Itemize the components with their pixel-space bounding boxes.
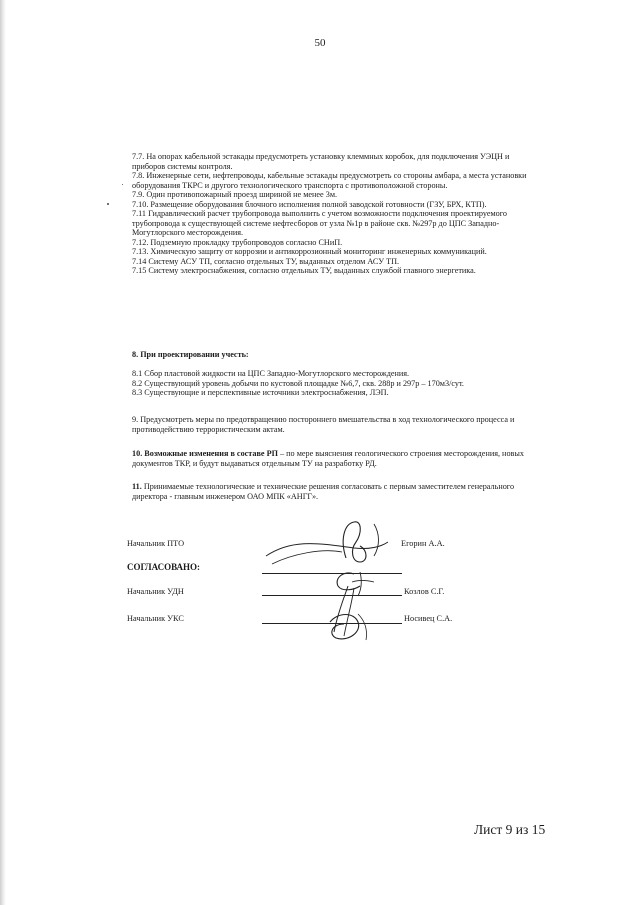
section-9-text: 9. Предусмотреть меры по предотвращению постороннего вмешательства в ход технологического процесса и противодействию террористическим актам. xyxy=(132,415,515,434)
clause-7-11: 7.11 Гидравлический расчет трубопровода выполнить с учетом возможности подключения проектируемого трубопровода к существующей системе нефтесборов от узла №1р в районе скв. №297р до ЦПС Западно-Могутлорского месторождения. xyxy=(132,209,507,237)
udn-name: Козлов С.Г. xyxy=(404,587,445,596)
uks-title: Начальник УКС xyxy=(127,614,184,623)
sheet-label: Лист 9 из 15 xyxy=(474,822,546,837)
page-number: 50 xyxy=(314,37,326,49)
clause-7-8: 7.8. Инженерные сети, нефтепроводы, кабельные эстакады предусмотреть со стороны амбара, а места установки оборудования ТКРС и другого технологического транспорта с противоположной стороны. xyxy=(132,171,527,190)
section-8-heading: 8. При проектировании учесть: xyxy=(132,350,249,359)
clause-8-3: 8.3 Существующие и перспективные источники электроснабжения, ЛЭП. xyxy=(132,388,389,397)
section-10 xyxy=(132,449,532,468)
scan-speck xyxy=(122,184,123,185)
section-10-text: – по мере выяснения геологического строения месторождения, новых документов ТКР, и будут выдаваться отдельным ТУ на разработку РД. xyxy=(132,449,524,468)
uks-signature xyxy=(318,584,378,646)
clause-8-2: 8.2 Существующий уровень добычи по кустовой площадке №6,7, скв. 288р и 297р – 170м3/сут. xyxy=(132,378,464,388)
scan-speck xyxy=(107,203,109,205)
pto-signature xyxy=(262,518,392,568)
clause-7-9: 7.9. Один противопожарный проезд шириной не менее 3м. xyxy=(132,190,338,199)
pto-name: Егорин А.А. xyxy=(401,539,445,548)
section-11-text: Принимаемые технологические и технические решения согласовать с первым заместителем генерального директора - главным инженером ОАО МПК «АНГГ». xyxy=(132,482,515,501)
clause-7-7: 7.7. На опорах кабельной эстакады предусмотреть установку клеммных коробок, для подключения УЭЦН и приборов системы контроля. xyxy=(132,152,510,171)
uks-name: Носивец С.А. xyxy=(404,614,453,623)
clause-8-1: 8.1 Сбор пластовой жидкости на ЦПС Западно-Могутлорского месторождения. xyxy=(132,369,410,378)
section-11 xyxy=(132,482,532,501)
clause-7-15: 7.15 Систему электроснабжения, согласно отдельных ТУ, выданных службой главного энергетика. xyxy=(132,266,476,275)
section-11-lead: 11. xyxy=(132,482,142,491)
agreed-label: СОГЛАСОВАНО: xyxy=(127,562,201,572)
binding-shadow xyxy=(0,0,6,905)
pto-title: Начальник ПТО xyxy=(127,539,185,548)
clause-7-13: 7.13. Химическую защиту от коррозии и антикоррозионный мониторинг инженерных коммуникаций. xyxy=(132,247,487,256)
section-7-list xyxy=(132,152,532,276)
clause-7-12: 7.12. Подземную прокладку трубопроводов согласно СНиП. xyxy=(132,237,343,247)
section-10-lead: 10. Возможные изменения в составе РП xyxy=(132,449,278,458)
clause-7-14: 7.14 Систему АСУ ТП, согласно отдельных ТУ, выданных отделом АСУ ТП. xyxy=(132,256,400,266)
section-8-list xyxy=(132,369,532,398)
udn-title: Начальник УДН xyxy=(127,587,184,596)
clause-7-10: 7.10. Размещение оборудования блочного исполнения полной заводской готовности (ГЗУ, БРХ, КТП). xyxy=(132,199,487,209)
